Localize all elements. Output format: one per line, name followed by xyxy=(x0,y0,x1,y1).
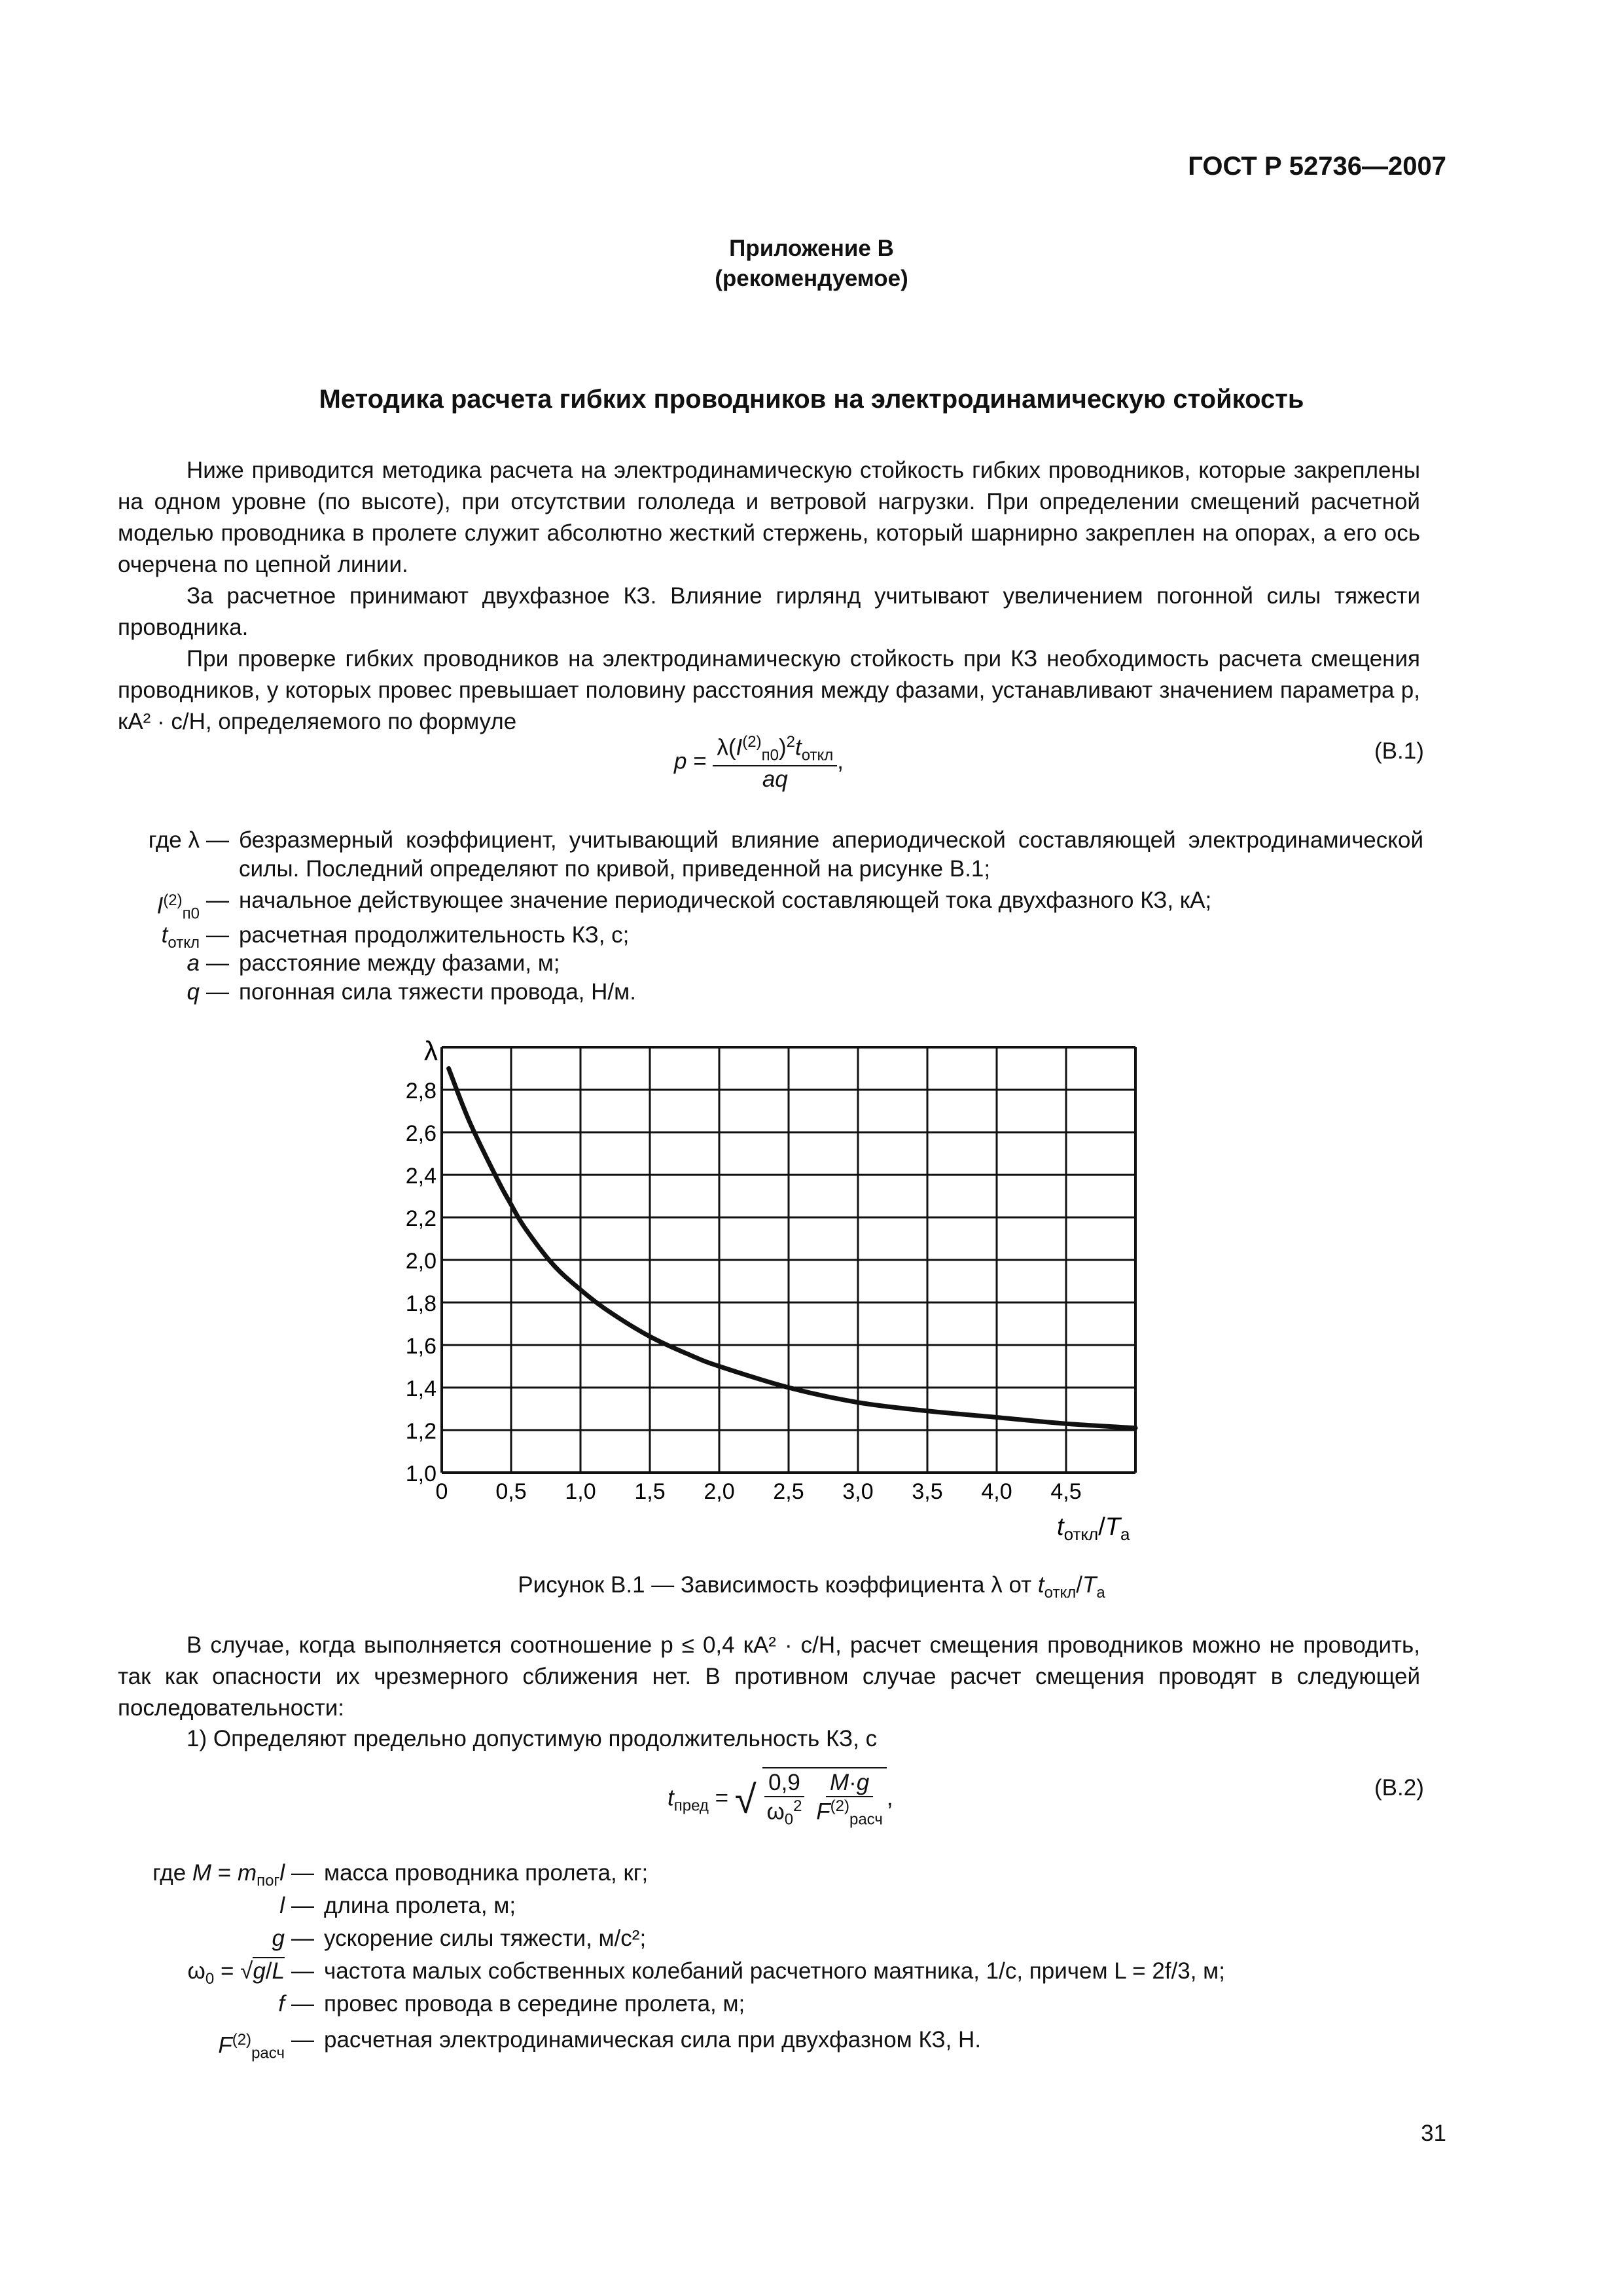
legend-term-lambda: где λ xyxy=(148,827,200,853)
formula-b1: p = $\frac{\lambda(I^{(2)}_{п0})^2t_{откл}}{aq}$ , xyxy=(674,733,844,792)
formula-b1-number: (В.1) xyxy=(1374,738,1424,764)
x-tick-label: 0,5 xyxy=(495,1479,527,1504)
legend-term-sag: f xyxy=(278,1991,285,2017)
legend-def-length: длина пролета, м; xyxy=(324,1893,516,1918)
y-tick-label: 2,4 xyxy=(405,1164,437,1189)
legend-def-gravity: ускорение силы тяжести, м/с²; xyxy=(324,1926,647,1951)
x-tick-label: 2,0 xyxy=(704,1479,735,1504)
paragraph-design-case: За расчетное принимают двухфазное КЗ. Влияние гирлянд учитывают увеличением погонной силы тяжести проводника. xyxy=(118,583,1420,640)
legend-def-q: погонная сила тяжести провода, Н/м. xyxy=(239,979,636,1005)
x-tick-label: 3,0 xyxy=(842,1479,874,1504)
legend-term-mass: где $M = m_{пог}l$ xyxy=(152,1860,285,1890)
x-tick-label: 2,5 xyxy=(773,1479,804,1504)
chart-x-ticks xyxy=(436,1479,1082,1504)
appendix-title: Приложение В xyxy=(729,236,894,261)
x-tick-label: 1,5 xyxy=(634,1479,666,1504)
legend-term-omega: $\omega_0 = √g/L$ xyxy=(187,1958,285,1988)
y-tick-label: 1,4 xyxy=(405,1376,437,1401)
paragraph-intro: Ниже приводится методика расчета на электродинамическую стойкость гибких проводников, которые закреплены на одном уровне (по высоте), при отсутствии гололеда и ветровой нагрузки. При определении смещений расчетной моделью проводника в пролете служит абсолютно жесткий стержень, который шарнирно закреплен на опорах, а его ось очерчена по цепной линии. xyxy=(118,457,1420,577)
chart-y-ticks xyxy=(406,1079,437,1486)
legend-def-current: начальное действующее значение периодической составляющей тока двухфазного КЗ, кА; xyxy=(239,888,1212,913)
legend-def-force: расчетная электродинамическая сила при двухфазном КЗ, Н. xyxy=(324,2027,982,2053)
page-number: 31 xyxy=(1421,2121,1446,2146)
legend-term-length: l xyxy=(279,1893,285,1918)
legend-def-time: расчетная продолжительность КЗ, с; xyxy=(239,922,630,948)
appendix-subtitle: (рекомендуемое) xyxy=(715,266,908,291)
y-tick-label: 2,8 xyxy=(405,1079,437,1103)
paragraph-step1: 1) Определяют предельно допустимую продолжительность КЗ, с xyxy=(187,1726,878,1751)
legend-def-lambda: безразмерный коэффициент, учитывающий влияние апериодической составляющей электродинамической силы. Последний определяют по кривой, приведенной на рисунке В.1; xyxy=(239,827,1423,882)
formula-b2-legend: где $M = m_{пог}l$ — масса проводника пролета, кг; l — длина пролета, м; g — ускорение силы тяжести, м/с²; $\omega_0 = √g/L$ — частота малых собственных колебаний расчетного маятника, 1/с, причем L = 2f/3, м; f — провес провода в середине пролета, м; $F^{(2)}_{расч}$ — расчетная электродинамическая сила при двухфазном КЗ, Н. xyxy=(115,1859,1423,2081)
y-tick-label: 1,8 xyxy=(405,1291,437,1316)
x-tick-label: 4,5 xyxy=(1050,1479,1082,1504)
legend-def-mass: масса проводника пролета, кг; xyxy=(324,1860,649,1886)
chart-x-label: $t_{откл}/T_а$ xyxy=(1057,1513,1130,1544)
paragraph-condition: В случае, когда выполняется соотношение p ≤ 0,4 кА² · с/Н, расчет смещения проводников можно не проводить, так как опасности их чрезмерного сближения нет. В противном случае расчет смещения проводят в следующей последовательности: xyxy=(118,1632,1420,1721)
legend-def-sag: провес провода в середине пролета, м; xyxy=(324,1991,745,2017)
section-title: Методика расчета гибких проводников на электродинамическую стойкость xyxy=(319,385,1304,414)
y-tick-label: 1,2 xyxy=(405,1419,437,1444)
x-tick-label: 1,0 xyxy=(565,1479,596,1504)
formula-b2-number: (В.2) xyxy=(1374,1775,1424,1801)
formula-b1-legend: где λ — безразмерный коэффициент, учитывающий влияние апериодической составляющей электродинамической силы. Последний определяют по кривой, приведенной на рисунке В.1; $I^{(2)}_{п0}$ — начальное действующее значение периодической составляющей тока двухфазного КЗ, кА; $t_{откл}$ — расчетная продолжительность КЗ, с; a — расстояние между фазами, м; q — погонная сила тяжести провода, Н/м. xyxy=(115,826,1423,1062)
y-tick-label: 1,6 xyxy=(405,1334,437,1359)
x-tick-label: 3,5 xyxy=(912,1479,943,1504)
x-tick-label: 0 xyxy=(435,1479,448,1504)
chart-y-label: λ xyxy=(424,1035,438,1066)
lambda-chart xyxy=(366,1028,1191,1551)
legend-term-a: a xyxy=(187,950,200,976)
document-code: ГОСТ Р 52736—2007 xyxy=(1188,152,1446,181)
legend-term-gravity: g xyxy=(272,1926,285,1951)
legend-term-q: q xyxy=(187,979,200,1005)
chart-grid xyxy=(442,1047,1135,1473)
y-tick-label: 2,2 xyxy=(405,1206,437,1231)
y-tick-label: 2,0 xyxy=(405,1249,437,1274)
figure-caption: Рисунок В.1 — Зависимость коэффициента λ от $t_{откл}/T_а$ xyxy=(518,1572,1105,1602)
legend-def-a: расстояние между фазами, м; xyxy=(239,950,560,976)
legend-term-time: $t_{откл}$ xyxy=(161,922,200,952)
lambda-curve xyxy=(449,1069,1135,1428)
legend-term-force: $F^{(2)}_{расч}$ xyxy=(218,2031,285,2062)
legend-def-omega: частота малых собственных колебаний расчетного маятника, 1/с, причем L = 2f/3, м; xyxy=(324,1958,1225,1984)
x-tick-label: 4,0 xyxy=(981,1479,1012,1504)
y-tick-label: 1,0 xyxy=(405,1462,437,1486)
legend-term-current: $I^{(2)}_{п0}$ xyxy=(156,891,200,923)
formula-b2: $t_{пред}$ = √ $\frac{0,9}{\omega_0^2}$ $\frac{M\cdot g}{F^{(2)}_{расч}}$ , xyxy=(668,1767,893,1829)
paragraph-parameter: При проверке гибких проводников на электродинамическую стойкость при КЗ необходимость расчета смещения проводников, у которых провес превышает половину расстояния между фазами, устанавливают значением параметра p, кА² · с/Н, определяемого по формуле xyxy=(118,646,1420,734)
y-tick-label: 2,6 xyxy=(405,1121,437,1146)
chart-curve xyxy=(449,1069,1135,1428)
